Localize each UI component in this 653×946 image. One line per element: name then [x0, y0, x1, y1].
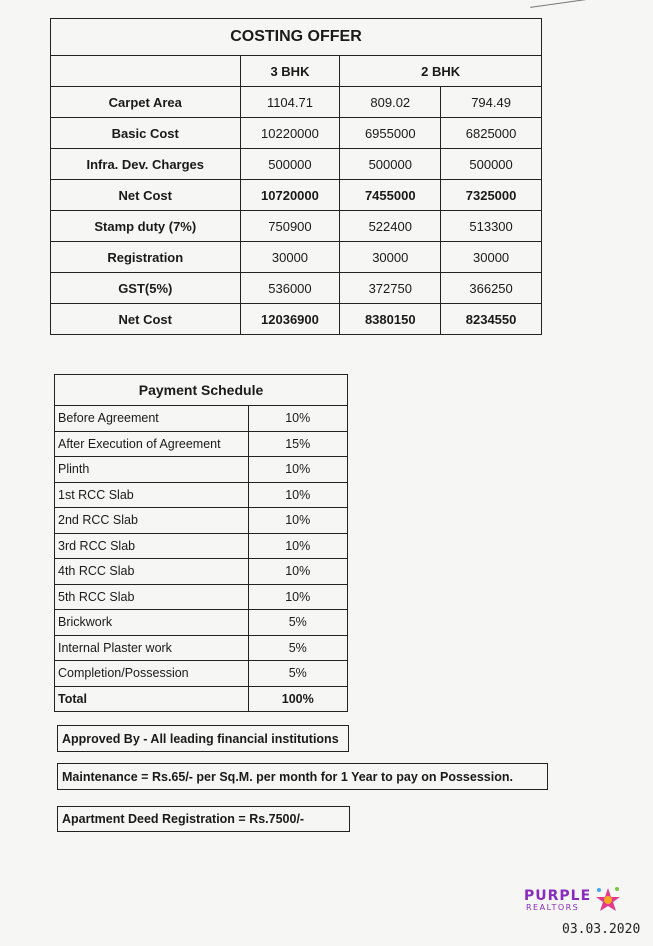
- cell: 12036900: [240, 304, 340, 335]
- stage-label: 2nd RCC Slab: [55, 508, 249, 534]
- stage-percent: 10%: [248, 406, 347, 432]
- stage-percent: 5%: [248, 635, 347, 661]
- cell: 536000: [240, 273, 340, 304]
- row-label: Infra. Dev. Charges: [51, 149, 241, 180]
- table-row: [55, 610, 348, 636]
- table-row: [51, 211, 542, 242]
- header-3bhk: 3 BHK: [240, 56, 340, 87]
- table-row: [55, 661, 348, 687]
- row-label: Registration: [51, 242, 241, 273]
- row-label: Net Cost: [51, 180, 241, 211]
- row-label: Basic Cost: [51, 118, 241, 149]
- table-row: [51, 118, 542, 149]
- cell: 10720000: [240, 180, 340, 211]
- logo-line2: REALTORS: [526, 903, 580, 912]
- row-label: GST(5%): [51, 273, 241, 304]
- stage-label: 5th RCC Slab: [55, 584, 249, 610]
- row-label: Carpet Area: [51, 87, 241, 118]
- maintenance-note: Maintenance = Rs.65/- per Sq.M. per month for 1 Year to pay on Possession.: [57, 763, 548, 790]
- payment-title: Payment Schedule: [55, 375, 348, 406]
- header-2bhk: 2 BHK: [340, 56, 542, 87]
- cell: 500000: [240, 149, 340, 180]
- logo-line1: PURPLE: [524, 888, 592, 904]
- cell: 6825000: [441, 118, 542, 149]
- row-label: Net Cost: [51, 304, 241, 335]
- stage-percent: 10%: [248, 584, 347, 610]
- costing-title: COSTING OFFER: [51, 19, 542, 56]
- table-row: [51, 304, 542, 335]
- table-row: [51, 273, 542, 304]
- table-row: [51, 87, 542, 118]
- cell: 794.49: [441, 87, 542, 118]
- cell: 366250: [441, 273, 542, 304]
- stage-label: After Execution of Agreement: [55, 431, 249, 457]
- table-row: [55, 533, 348, 559]
- cell: 500000: [441, 149, 542, 180]
- stage-label: Internal Plaster work: [55, 635, 249, 661]
- cell: 809.02: [340, 87, 441, 118]
- stage-percent: 10%: [248, 482, 347, 508]
- total-percent: 100%: [248, 686, 347, 712]
- header-blank: [51, 56, 241, 87]
- table-row: [51, 149, 542, 180]
- deed-registration-note: Apartment Deed Registration = Rs.7500/-: [57, 806, 350, 832]
- stage-label: 1st RCC Slab: [55, 482, 249, 508]
- cell: 513300: [441, 211, 542, 242]
- cell: 10220000: [240, 118, 340, 149]
- cell: 8380150: [340, 304, 441, 335]
- table-row: [51, 242, 542, 273]
- table-row: [51, 180, 542, 211]
- table-row: [55, 482, 348, 508]
- cell: 372750: [340, 273, 441, 304]
- cell: 30000: [441, 242, 542, 273]
- cell: 750900: [240, 211, 340, 242]
- stage-label: Completion/Possession: [55, 661, 249, 687]
- cell: 7325000: [441, 180, 542, 211]
- stage-percent: 15%: [248, 431, 347, 457]
- document-date: 03.03.2020: [562, 922, 641, 937]
- stage-percent: 5%: [248, 661, 347, 687]
- total-label: Total: [55, 686, 249, 712]
- cell: 30000: [340, 242, 441, 273]
- table-row: [55, 584, 348, 610]
- cell: 7455000: [340, 180, 441, 211]
- stage-percent: 10%: [248, 559, 347, 585]
- purple-realtors-logo: [524, 886, 624, 916]
- cell: 500000: [340, 149, 441, 180]
- payment-schedule-table: [54, 374, 348, 712]
- costing-offer-table: [50, 18, 542, 335]
- cell: 8234550: [441, 304, 542, 335]
- stage-percent: 10%: [248, 533, 347, 559]
- cell: 522400: [340, 211, 441, 242]
- approved-by-note: Approved By - All leading financial institutions: [57, 725, 349, 752]
- table-row: [55, 508, 348, 534]
- table-row: [55, 635, 348, 661]
- table-row: [55, 431, 348, 457]
- scan-mark: [530, 0, 600, 9]
- star-logo-icon: [594, 886, 622, 914]
- row-label: Stamp duty (7%): [51, 211, 241, 242]
- table-row: [55, 406, 348, 432]
- cell: 6955000: [340, 118, 441, 149]
- stage-label: 4th RCC Slab: [55, 559, 249, 585]
- stage-label: Plinth: [55, 457, 249, 483]
- stage-percent: 5%: [248, 610, 347, 636]
- stage-label: 3rd RCC Slab: [55, 533, 249, 559]
- table-row: [55, 686, 348, 712]
- table-row: [55, 559, 348, 585]
- cell: 30000: [240, 242, 340, 273]
- cell: 1104.71: [240, 87, 340, 118]
- stage-percent: 10%: [248, 508, 347, 534]
- stage-percent: 10%: [248, 457, 347, 483]
- stage-label: Before Agreement: [55, 406, 249, 432]
- table-row: [55, 457, 348, 483]
- stage-label: Brickwork: [55, 610, 249, 636]
